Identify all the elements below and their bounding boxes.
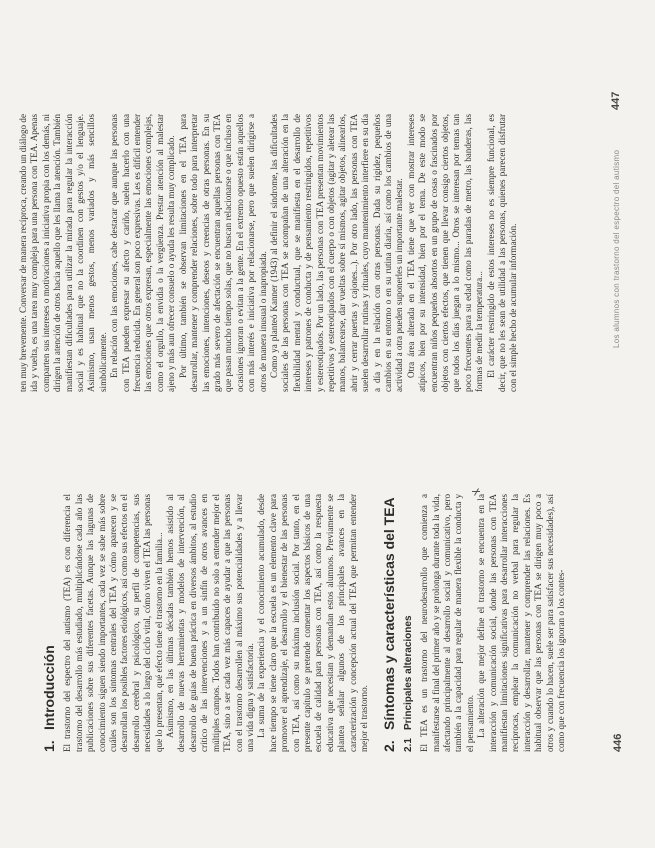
right-text-column xyxy=(18,114,520,392)
paragraph: La alteración que mejor define el trastorno se encuentra en la interacción y comunicación social, donde las personas con TEA manifiestan limitaciones significativas para desarrollar interacciones recíprocas, emplear la comunicación no verbal para regular la interacción y desarrollar, mantener y comprender las relaciones. Es habitual observar que las personas con TEA se dirigen muy poco a otros y cuando lo hacen, suele ser para satisfacer sus necesidades), así como que con frecuencia los ignoran o los contes- xyxy=(476,494,567,752)
paragraph: Como ya planteó Kanner (1943) al definir el síndrome, las dificultades sociales de las personas con TEA se acompañan de una alteración en la flexibilidad mental y conductual, que se manifiesta en el desarrollo de intereses y patrones de conducta y de pensamiento restringidos, repetitivos y estereotipados. Por un lado, las personas con TEA presentan movimientos repetitivos y estereotipados con el cuerpo o con objetos (agitar y aletear las manos, balancearse, dar vueltas sobre sí mismos, agitar objetos, alinearlos, abrir y cerrar puertas y cajones...). Por otro lado, las personas con TEA suelen desarrollar rutinas y rituales, cuyo mantenimiento interfiere en su día a día y en la relación con otras personas. Dada su rigidez, pequeños cambios en su entorno o en su rutina diaria, así como los cambios de una actividad a otra pueden suponerles un importante malestar. xyxy=(268,114,405,392)
section-2-title: Síntomas y características del TEA xyxy=(381,497,398,730)
paragraph: La suma de la experiencia y el conocimiento acumulado, desde hace tiempo se tiene claro que la escuela es un elemento clave para promover el aprendizaje, el desarrollo y el bienestar de las personas con TEA, así como su máxima inclusión social. Por tanto, en el presente capítulo se pretende comentar los aspectos básicos de una escuela de calidad para personas con TEA, así como la respuesta educativa que necesitan y demandan estos alumnos. Previamente se plantea señalar algunos de los principales avances en la caracterización y concepción actual del TEA que permitan entender mejor el trastorno. xyxy=(256,494,369,752)
paragraph: El carácter restringido de estos intereses no es siempre funcional, es decir, que no les sean de utilidad a las personas, quienes parecen disfrutar con el simple hecho de acumular información. xyxy=(485,114,519,392)
page-number-right: 447 xyxy=(610,91,622,110)
section-1-number: 1. xyxy=(41,740,57,752)
running-head: Los alumnos con trastorno del espectro del autismo xyxy=(612,149,621,348)
paragraph: En relación con las emociones, cabe destacar que aunque las personas con TEA pueden expresar su afecto y cariño, suelen hacerlo con una frecuencia reducida. En general son poco expresivas. Les es difícil entender las emociones que otros expresan, especialmente las emociones complejas, como el orgullo, la envidia o la vergüenza. Prestar atención al malestar ajeno y más aun ofrecer consuelo o ayuda les resulta muy complicado. xyxy=(109,114,177,392)
left-page xyxy=(0,424,655,848)
subsection-number: 2.1 xyxy=(402,738,414,752)
paragraph: Otra área alterada en el TEA tiene que ver con mostrar intereses atípicos, bien por su intensidad, bien por el tema. De este modo se encuentran niños pequeños absortos en un grupo de cosas o fascinados por objetos con ciertos efectos, que tienen que llevar consigo ciertos objetos, que todos los días juegan a lo mismo... Otros se interesan por temas tan poco frecuentes para su edad como las paradas de metro, las banderas, las formas de medir la temperatura... xyxy=(405,114,485,392)
paragraph: ten muy brevemente. Conversar de manera recíproca, creando un diálogo de ida y vuelta, es una tarea muy compleja para una persona con TEA. Apenas comparten sus intereses o motivaciones a iniciativa propia con los demás, ni dirigen la atención de otros hacia aquello que les llama la atención. También manifiestan dificultades para utilizar la mirada para regular la interacción social y es habitual que no la coordinen con gestos y/o el lenguaje. Asimismo, usan menos gestos, menos variados y más sencillos simbólicamente. xyxy=(18,114,108,392)
paragraph: El trastorno del espectro del autismo (TEA) es con diferencia el trastorno del desarrollo más estudiado, multiplicándose cada año las publicaciones sobre sus diferentes facetas. Aunque las lagunas de conocimiento siguen siendo importantes, cada vez se sabe más sobre cuáles son los síntomas centrales del TEA y cómo aparecen y se desarrollan los posibles factores etiológicos, así como sus efectos en el desarrollo cerebral y psicológico, su perfil de competencias, sus necesidades a lo largo del ciclo vital, cómo viven el TEA las personas que lo presentan, qué efecto tiene el trastorno en la familia... xyxy=(62,494,164,752)
section-1-title: Introducción xyxy=(41,645,57,730)
subsection-title: Principales alteraciones xyxy=(402,615,414,730)
paragraph: Por último, también se observan limitaciones en el TEA para desarrollar, mantener y comprender relaciones, sobre todo para interpretar las emociones, intenciones, deseos y creencias de otras personas. En su grado más severo de afectación se encuentran aquellas personas con TEA que pasan mucho tiempo solas, que no buscan relacionarse o que incluso en ocasiones ignoran o evitan a la gente. En el extremo opuesto están aquellos con más interés e iniciativa por relacionarse, pero que suelen dirigirse a otros de manera inusual o inapropiada. xyxy=(177,114,268,392)
section-2-heading xyxy=(381,494,398,752)
section-1-heading xyxy=(41,494,57,752)
paragraph: El TEA es un trastorno del neurodesarrollo que comienza a manifestarse al final del primer año y se prolonga durante toda la vida, afectando principalmente al desarrollo social y comunicativo, pero también a la capacidad para regular de manera flexible la conducta y el pensamiento. xyxy=(419,494,475,752)
subsection-heading xyxy=(403,494,414,752)
left-text-column xyxy=(41,494,567,752)
section-2-number: 2. xyxy=(381,740,398,752)
page-number-left: 446 xyxy=(612,733,624,752)
paragraph: Asimismo, en las últimas décadas también hemos asistido al desarrollo de nuevas herramientas y modelos de intervención, al desarrollo de guías de buena práctica en diversos ámbitos, al estudio crítico de las intervenciones y a un sinfín de otros avances en múltiples campos. Todos han contribuido no solo a entender mejor el TEA, sino a ser cada vez más capaces de ayudar a que las personas con el trastorno desarrollen al máximo sus potencialidades y a llevar una vida digna y satisfactoria. xyxy=(165,494,255,752)
